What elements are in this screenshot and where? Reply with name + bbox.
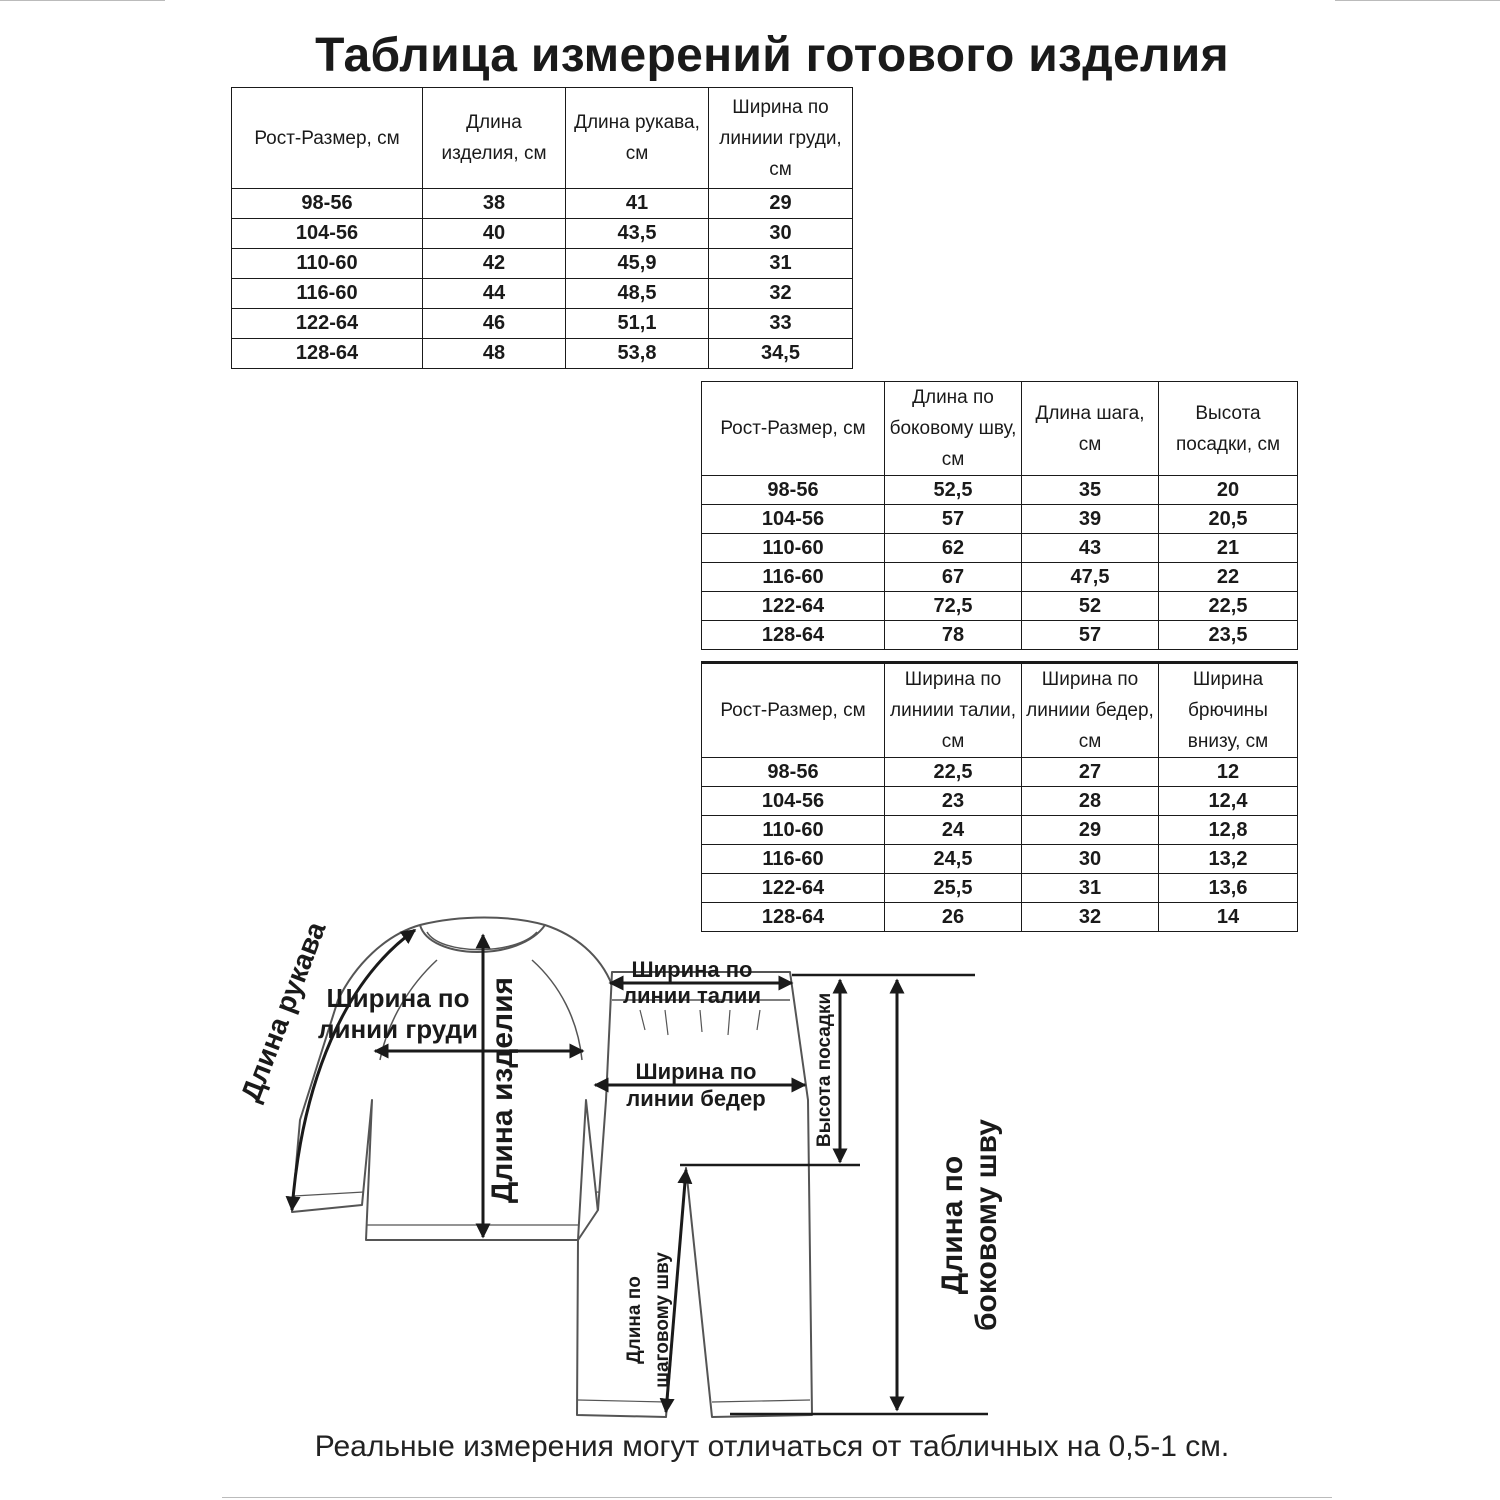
measurement-cell: 47,5 bbox=[1022, 563, 1159, 592]
measurement-cell: 14 bbox=[1159, 903, 1298, 932]
measurement-cell: 20,5 bbox=[1159, 505, 1298, 534]
column-header: Длина шага, см bbox=[1022, 382, 1159, 476]
page-title: Таблица измерений готового изделия bbox=[315, 29, 1229, 82]
sleeve-length-label: Длина рукава bbox=[234, 917, 332, 1106]
measurement-cell: 48,5 bbox=[566, 279, 709, 309]
measurement-cell: 72,5 bbox=[885, 592, 1022, 621]
measurement-cell: 38 bbox=[423, 189, 566, 219]
size-cell: 128-64 bbox=[232, 339, 423, 369]
measurement-cell: 78 bbox=[885, 621, 1022, 650]
measurement-cell: 57 bbox=[1022, 621, 1159, 650]
chest-width-label: Ширина по bbox=[326, 983, 470, 1013]
size-cell: 122-64 bbox=[702, 592, 885, 621]
measurement-cell: 46 bbox=[423, 309, 566, 339]
waist-width-label: линии талии bbox=[623, 983, 761, 1008]
column-header: Длина изделия, см bbox=[423, 88, 566, 189]
column-header: Ширина по линиии бедер, см bbox=[1022, 663, 1159, 758]
size-cell: 116-60 bbox=[702, 845, 885, 874]
measurement-cell: 24,5 bbox=[885, 845, 1022, 874]
measurement-cell: 28 bbox=[1022, 787, 1159, 816]
column-header: Длина рукава, см bbox=[566, 88, 709, 189]
measurement-cell: 22,5 bbox=[1159, 592, 1298, 621]
size-cell: 128-64 bbox=[702, 621, 885, 650]
waist-width-label: Ширина по bbox=[631, 957, 753, 982]
measurement-cell: 12,4 bbox=[1159, 787, 1298, 816]
size-cell: 104-56 bbox=[702, 787, 885, 816]
measurement-cell: 30 bbox=[709, 219, 853, 249]
measurement-cell: 13,6 bbox=[1159, 874, 1298, 903]
measurement-cell: 22 bbox=[1159, 563, 1298, 592]
measurement-cell: 34,5 bbox=[709, 339, 853, 369]
measurement-cell: 52,5 bbox=[885, 476, 1022, 505]
measurement-cell: 31 bbox=[709, 249, 853, 279]
measurement-cell: 23 bbox=[885, 787, 1022, 816]
measurement-cell: 29 bbox=[709, 189, 853, 219]
measurement-cell: 48 bbox=[423, 339, 566, 369]
column-header: Рост-Размер, см bbox=[702, 663, 885, 758]
measurement-cell: 42 bbox=[423, 249, 566, 279]
measurement-cell: 44 bbox=[423, 279, 566, 309]
measurement-cell: 12,8 bbox=[1159, 816, 1298, 845]
size-cell: 110-60 bbox=[232, 249, 423, 279]
measurement-cell: 52 bbox=[1022, 592, 1159, 621]
measurement-cell: 43,5 bbox=[566, 219, 709, 249]
size-cell: 98-56 bbox=[702, 758, 885, 787]
size-cell: 116-60 bbox=[232, 279, 423, 309]
garment-length-label: Длина изделия bbox=[486, 976, 519, 1204]
size-cell: 104-56 bbox=[232, 219, 423, 249]
hip-width-label: линии бедер bbox=[626, 1086, 766, 1111]
measurement-cell: 41 bbox=[566, 189, 709, 219]
measurement-cell: 39 bbox=[1022, 505, 1159, 534]
size-cell: 98-56 bbox=[232, 189, 423, 219]
size-cell: 128-64 bbox=[702, 903, 885, 932]
column-header: Рост-Размер, см bbox=[702, 382, 885, 476]
measurement-cell: 32 bbox=[1022, 903, 1159, 932]
measurement-tolerance-note: Реальные измерения могут отличаться от табличных на 0,5-1 см. bbox=[314, 1430, 1230, 1463]
measurement-cell: 12 bbox=[1159, 758, 1298, 787]
measurement-cell: 13,2 bbox=[1159, 845, 1298, 874]
column-header: Ширина по линиии груди, см bbox=[709, 88, 853, 189]
rise-height-label: Высота посадки bbox=[814, 992, 835, 1148]
measurement-cell: 20 bbox=[1159, 476, 1298, 505]
size-cell: 98-56 bbox=[702, 476, 885, 505]
measurement-cell: 40 bbox=[423, 219, 566, 249]
measurement-cell: 21 bbox=[1159, 534, 1298, 563]
chest-width-label: линии груди bbox=[317, 1014, 479, 1044]
trousers-drawing bbox=[577, 972, 812, 1417]
measurement-cell: 33 bbox=[709, 309, 853, 339]
side-seam-label: Длина по bbox=[936, 1155, 969, 1295]
size-cell: 104-56 bbox=[702, 505, 885, 534]
size-cell: 110-60 bbox=[702, 816, 885, 845]
measurement-cell: 30 bbox=[1022, 845, 1159, 874]
column-header: Ширина брючины внизу, см bbox=[1159, 663, 1298, 758]
size-cell: 110-60 bbox=[702, 534, 885, 563]
inseam-label: шаговому шву bbox=[652, 1252, 673, 1388]
hip-width-label: Ширина по bbox=[635, 1059, 757, 1084]
measurement-cell: 29 bbox=[1022, 816, 1159, 845]
measurement-cell: 23,5 bbox=[1159, 621, 1298, 650]
measurement-cell: 57 bbox=[885, 505, 1022, 534]
measurement-cell: 53,8 bbox=[566, 339, 709, 369]
measurement-cell: 25,5 bbox=[885, 874, 1022, 903]
side-seam-label: боковому шву bbox=[970, 1119, 1003, 1331]
size-cell: 122-64 bbox=[232, 309, 423, 339]
column-header: Длина по боковому шву, см bbox=[885, 382, 1022, 476]
column-header: Ширина по линиии талии, см bbox=[885, 663, 1022, 758]
measurement-cell: 51,1 bbox=[566, 309, 709, 339]
column-header: Рост-Размер, см bbox=[232, 88, 423, 189]
inseam-label: Длина по bbox=[624, 1276, 645, 1364]
measurement-cell: 27 bbox=[1022, 758, 1159, 787]
measurement-cell: 35 bbox=[1022, 476, 1159, 505]
measurement-cell: 26 bbox=[885, 903, 1022, 932]
measurement-cell: 24 bbox=[885, 816, 1022, 845]
measurement-cell: 32 bbox=[709, 279, 853, 309]
footer-rule bbox=[222, 1497, 1332, 1498]
measurement-cell: 43 bbox=[1022, 534, 1159, 563]
measurement-cell: 22,5 bbox=[885, 758, 1022, 787]
measurement-cell: 31 bbox=[1022, 874, 1159, 903]
measurement-cell: 67 bbox=[885, 563, 1022, 592]
measurement-cell: 45,9 bbox=[566, 249, 709, 279]
size-cell: 122-64 bbox=[702, 874, 885, 903]
column-header: Высота посадки, см bbox=[1159, 382, 1298, 476]
measurement-cell: 62 bbox=[885, 534, 1022, 563]
size-cell: 116-60 bbox=[702, 563, 885, 592]
